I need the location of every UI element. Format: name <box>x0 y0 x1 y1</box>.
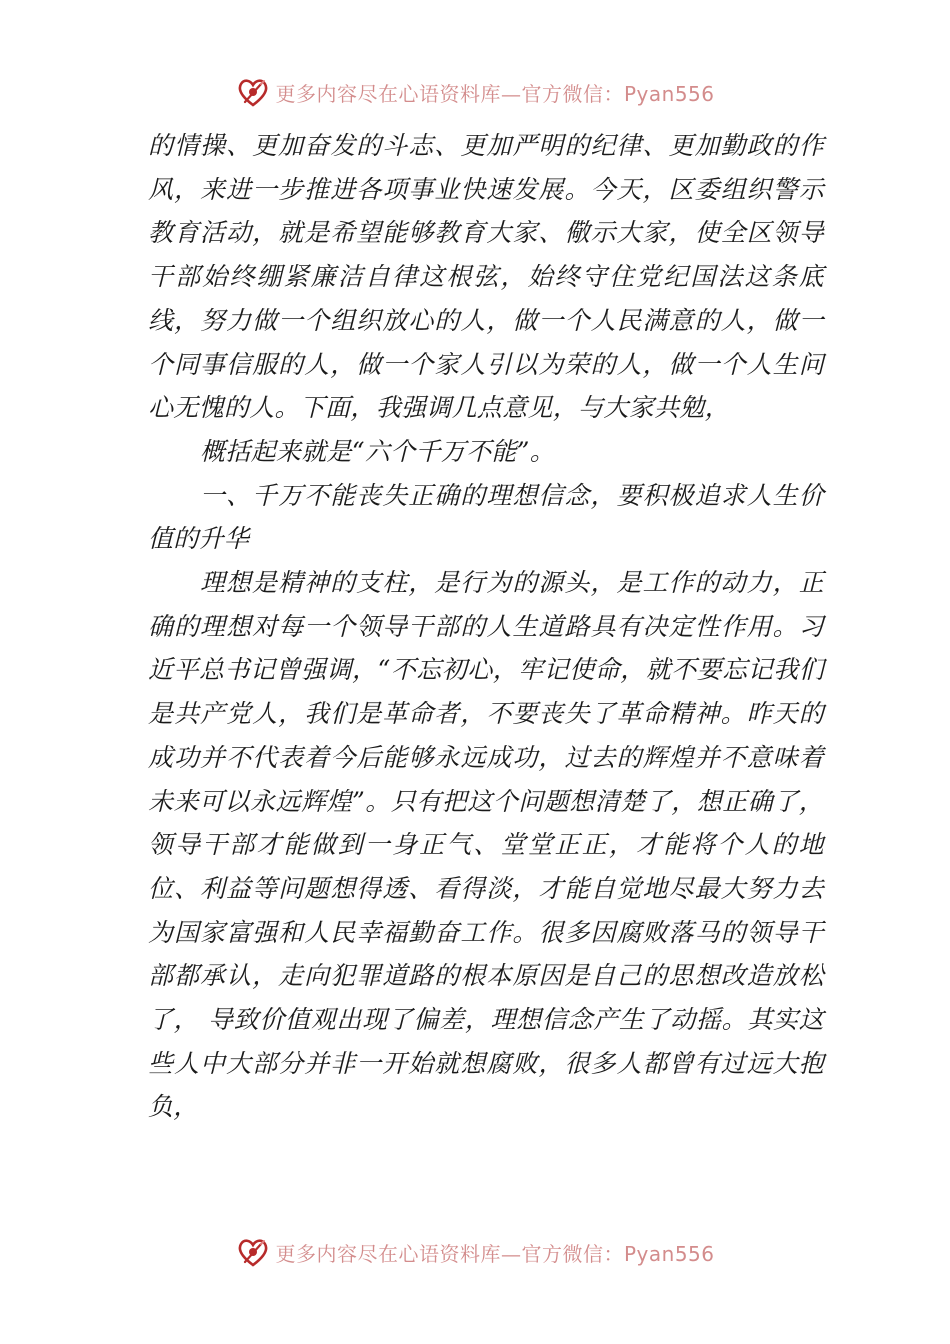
heart-pen-logo-icon <box>235 74 271 110</box>
footer-wechat-id: Pyan556 <box>623 1241 715 1266</box>
paragraph-1: 的情操、更加奋发的斗志、更加严明的纪律、更加勤政的作风，来进一步推进各项事业快速发展。今天，区委组织警示教育活动，就是希望能够教育大家、儆示大家，使全区领导干部始终绷紧廉洁自律这根弦，始终守住党纪国法这条底线，努力做一个组织放心的人，做一个人民满意的人，做一个同事信服的人，做一个家人引以为荣的人，做一个人生问心无愧的人。下面，我强调几点意见，与大家共勉， <box>148 131 824 423</box>
heart-pen-logo-icon <box>235 1234 271 1270</box>
footer-banner-main: 更多内容尽在心语资料库—官方微信： <box>275 1241 624 1266</box>
header-banner-main: 更多内容尽在心语资料库—官方微信： <box>275 81 624 106</box>
paragraph-3: 理想是精神的支柱，是行为的源头，是工作的动力，正确的理想对每一个领导干部的人生道路具有决定性作用。习近平总书记曾强调，“不忘初心，牢记使命，就不要忘记我们是共产党人，我们是革命者，不要丧失了革命精神。昨天的成功并不代表着今后能够永远成功，过去的辉煌并不意味着未来可以永远辉煌”。只有把这个问题想清楚了，想正确了， 领导干部才能做到一身正气、堂堂正正，才能将个人的地位、利益等问题想得透、看得淡，才能自觉地尽最大努力去为国家富强和人民幸福勤奋工作。很多因腐败落马的领导干部都承认，走向犯罪道路的根本原因是自己的思想改造放松了， 导致价值观出现了偏差，理想信念产生了动摇。其实这些人中大部分并非一开始就想腐败，很多人都曾有过远大抱负， <box>148 568 824 1122</box>
header-wechat-id: Pyan556 <box>623 81 715 106</box>
footer-banner-text <box>275 1238 714 1267</box>
document-body <box>148 124 824 1129</box>
header-banner <box>0 72 950 112</box>
section-heading-1: 一、千万不能丧失正确的理想信念，要积极追求人生价值的升华 <box>148 480 824 554</box>
footer-banner <box>0 1232 950 1272</box>
header-banner-text <box>275 78 714 107</box>
paragraph-2: 概括起来就是“六个千万不能”。 <box>200 436 556 466</box>
